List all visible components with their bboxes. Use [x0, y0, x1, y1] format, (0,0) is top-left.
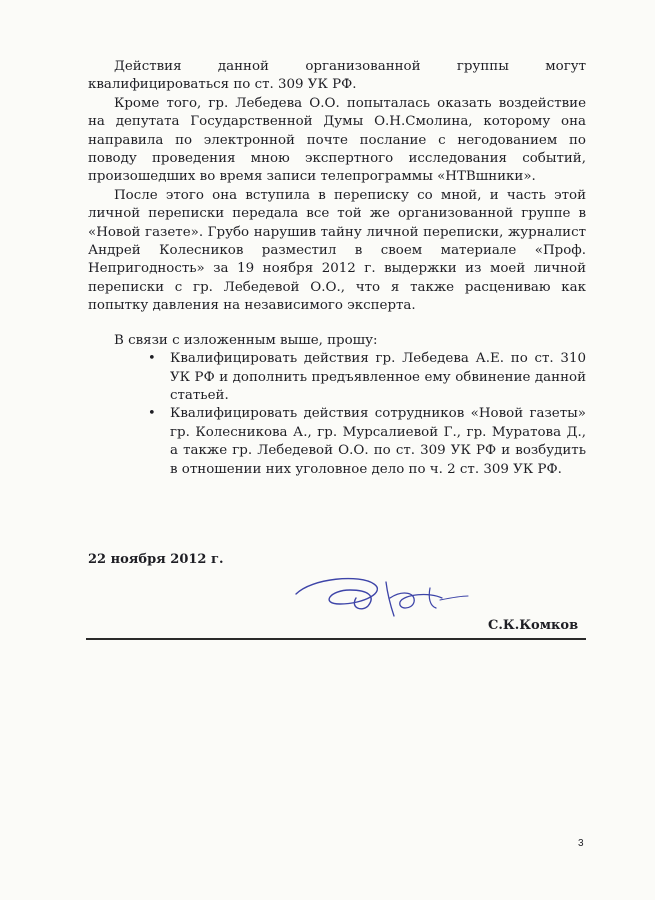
paragraph-group-qualification: Действия данной организованной группы могут квалифицироваться по ст. 309 УК РФ.: [88, 59, 586, 93]
document-date: 22 ноября 2012 г.: [88, 552, 224, 567]
signature-divider: [86, 638, 586, 640]
request-intro: В связи с изложенным выше, прошу:: [114, 332, 378, 348]
request-item-text: Квалифицировать действия гр. Лебедева А.Е. по ст. 310 УК РФ и дополнить предъявленное ему обвинение данной статьей.: [170, 351, 586, 403]
paragraph-pressure-deputy: Кроме того, гр. Лебедева О.О. попыталась оказать воздействие на депутата Государственной Думы О.Н.Смолина, которому она направила по электронной почте послание с негодованием по поводу проведения мною экспертного исследования событий, произошедших во время записи телепрограммы «НТВшники».: [88, 95, 586, 185]
document-body: [88, 58, 586, 479]
request-item: [148, 350, 586, 405]
paragraph-correspondence: После этого она вступила в переписку со мной, и часть этой личной переписки передала все той же организованной группе в «Новой газете». Грубо нарушив тайну личной переписки, журналист Андрей Колесников разместил в своем материале «Проф. Непригодность» за 19 ноября 2012 г. выдержки из моей личной переписки с гр. Лебедевой О.О., что я также расцениваю как попытку давления на независимого эксперта.: [88, 187, 586, 314]
request-item-text: Квалифицировать действия сотрудников «Новой газеты» гр. Колесникова А., гр. Мурсалиевой Г., гр. Муратова Д., а также гр. Лебедевой О.О. по ст. 309 УК РФ и возбудить в отношении них уголовное дело по ч. 2 ст. 309 УК РФ.: [170, 406, 586, 477]
request-item: [148, 405, 586, 479]
signer-name: С.К.Комков: [488, 618, 579, 633]
request-list: [88, 350, 586, 479]
bullet-icon: •: [148, 406, 156, 422]
handwritten-signature-icon: [290, 568, 470, 620]
page-number: 3: [578, 838, 584, 849]
bullet-icon: •: [148, 351, 156, 367]
